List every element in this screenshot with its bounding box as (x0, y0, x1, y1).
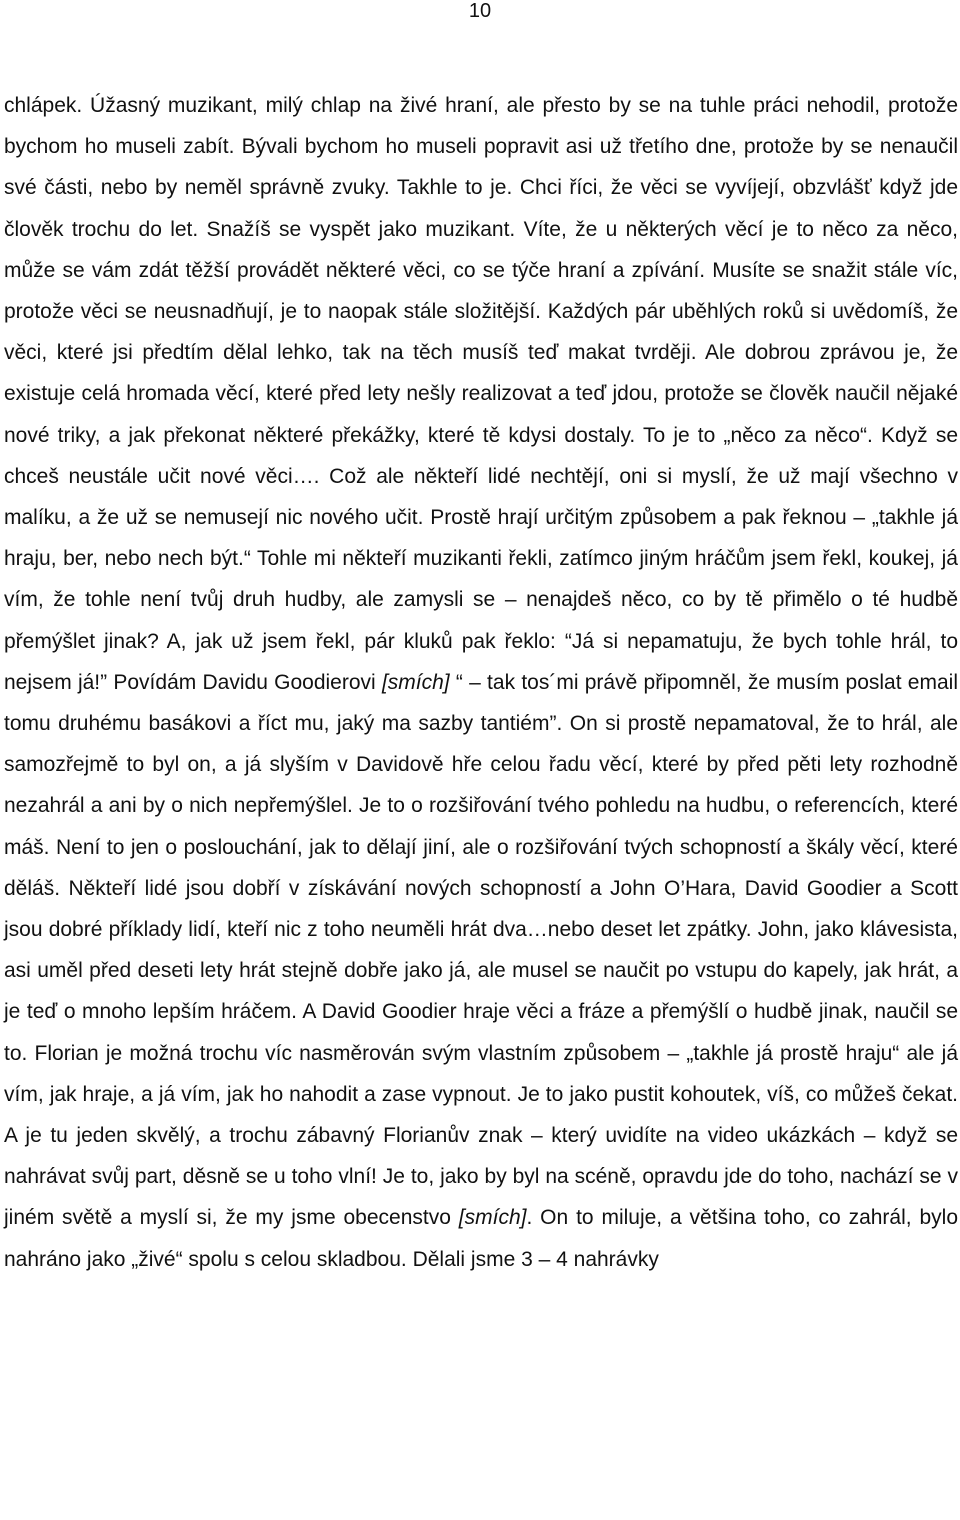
text-segment: chlápek. Úžasný muzikant, milý chlap na živé hraní, ale přesto by se na tuhle práci nehodil, protože bychom ho museli zabít. Bývali bychom ho museli popravit asi už třetího dne, protože by se nenaučil své části, nebo by neměl správně zvuky. Takhle to je. Chci říci, že věci se vyvíjejí, obzvlášť když jde člověk trochu do let. Snažíš se vyspět jako muzikant. Víte, že u některých věcí je to něco za něco, může se vám zdát těžší provádět některé věci, co se týče hraní a zpívání. Musíte se snažit stále víc, protože věci se neusnadňují, je to naopak stále složitější. Každých pár uběhlých roků si uvědomíš, že věci, které jsi předtím dělal lehko, tak na těch musíš teď makat tvrději. Ale dobrou zprávou je, že existuje celá hromada věcí, které před lety nešly realizovat a teď jdou, protože se člověk naučil nějaké nové triky, a jak překonat některé překážky, které tě kdysi dostaly. To je to „něco za něco“. Když se chceš neustále učit nové věci…. Což ale někteří lidé nechtějí, oni si myslí, že už mají všechno v malíku, a že už se nemusejí nic nového učit. Prostě hrají určitým způsobem a pak řeknou – „takhle já hraju, ber, nebo nech být.“ Tohle mi někteří muzikanti řekli, zatímco jiným hráčům jsem řekl, koukej, já vím, že tohle není tvůj druh hudby, ale zamysli se – nenajdeš něco, co by tě přimělo o té hudbě přemýšlet jinak? A, jak už jsem řekl, pár kluků pak řeklo: “Já si nepamatuju, že bych tohle hrál, to nejsem já!” Povídám Davidu Goodierovi (4, 94, 958, 694)
page-number: 10 (468, 0, 492, 22)
text-segment: . On to miluje, a většina toho, co zahrál, bylo nahráno jako „živé“ spolu s celou skladbou. Dělali jsme 3 – 4 nahrávky (4, 1206, 959, 1271)
text-segment: “ – tak tos´mi právě připomněl, že musím poslat email tomu druhému basákovi a říct mu, jaký ma sazby tantiém”. On si prostě nepamatoval, že to hrál, ale samozřejmě to byl on, a já slyším v Davidově hře celou řadu věcí, které by před pěti lety rozhodně nezahrál a ani by o nich nepřemýšlel. Je to o rozšiřování tvého pohledu na hudbu, o referencích, které máš. Není to jen o poslouchání, jak to dělají jiní, ale o rozšiřování tvých schopností a škály věcí, které děláš. Někteří lidé jsou dobří v získávání nových schopností a John O’Hara, David Goodier a Scott jsou dobré příklady lidí, kteří nic z toho neuměli hrát dva…nebo deset let zpátky. John, jako klávesista, asi uměl před deseti lety hrát stejně dobře jako já, ale musel se naučit po vstupu do kapely, jak hrát, a je teď o mnoho lepším hráčem. A David Goodier hraje věci a fráze a přemýšlí o hudbě jinak, naučil se to. Florian je možná trochu víc nasměrován svým vlastním způsobem – „takhle já prostě hraju“ ale já vím, jak hraje, a já vím, jak ho nahodit a zase vypnout. Je to jako pustit kohoutek, víš, co můžeš čekat. A je tu jeden skvělý, a trochu zábavný Florianův znak – který uvidíte na video ukázkách – když se nahrávat svůj part, děsně se u toho vlní! Je to, jako by byl na scéně, opravdu jde do toho, nachází se v jiném světě a myslí si, že my jsme obecenstvo (4, 670, 958, 1230)
laugh-annotation: [smích] (458, 1206, 527, 1230)
laugh-annotation: [smích] (381, 670, 450, 694)
body-text (4, 85, 958, 1280)
